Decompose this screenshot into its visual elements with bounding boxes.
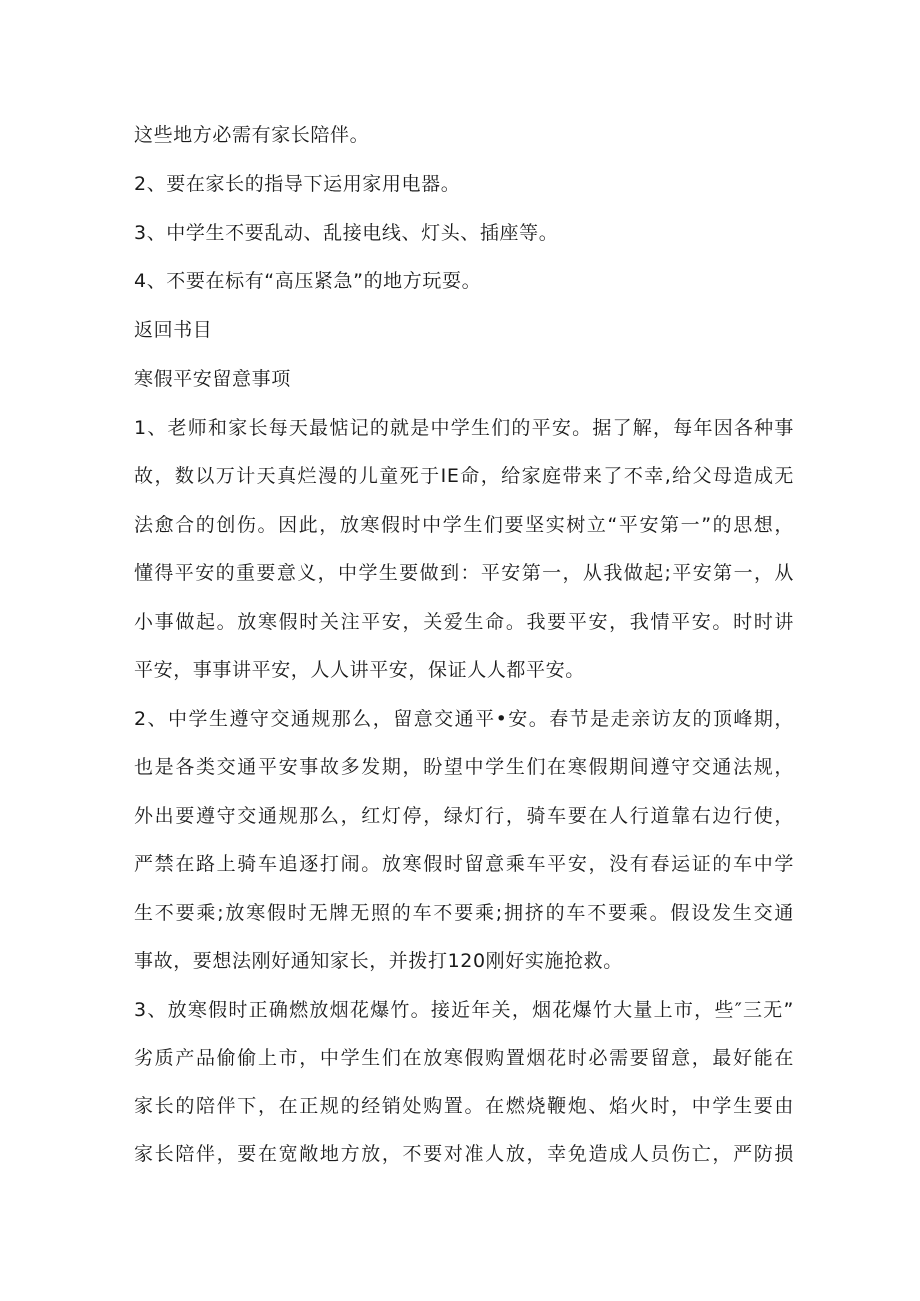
text-line: 2、要在家长的指导下运用家用电器。 [134, 173, 461, 195]
text-line: 严禁在路上骑车追逐打闹。放寒假时留意乘车平安，没有春运证的车中学 [134, 853, 794, 875]
text-line: 家长的陪伴下，在正规的经销处购置。在燃烧鞭炮、焰火时，中学生要由 [134, 1095, 794, 1117]
text-line: 也是各类交通平安事故多发期，盼望中学生们在寒假期间遵守交通法规， [134, 756, 794, 778]
text-line: 平安，事事讲平安，人人讲平安，保证人人都平安。 [134, 659, 585, 681]
text-line: 劣质产品偷偷上市，中学生们在放寒假购置烟花时必需要留意，最好能在 [134, 1047, 794, 1069]
back-to-contents-link[interactable]: 返回书目 [134, 319, 213, 341]
text-line: 小事做起。放寒假时关注平安，关爱生命。我要平安，我情平安。时时讲 [134, 611, 794, 633]
text-line: 法愈合的创伤。因此，放寒假时中学生们要坚实树立“平安第一”的思想， [134, 514, 794, 536]
section-heading: 寒假平安留意事项 [134, 368, 291, 390]
text-line: 家长陪伴，要在宽敞地方放，不要对准人放，幸免造成人员伤亡，严防损 [134, 1143, 794, 1165]
text-line: 故，数以万计天真烂漫的儿童死于IE命，给家庭带来了不幸,给父母造成无 [134, 465, 794, 487]
text-line: 生不要乘;放寒假时无牌无照的车不要乘;拥挤的车不要乘。假设发生交通 [134, 902, 794, 924]
text-line: 1、老师和家长每天最惦记的就是中学生们的平安。据了解，每年因各种事 [134, 417, 794, 439]
text-line: 这些地方必需有家长陪伴。 [134, 124, 370, 146]
text-line: 外出要遵守交通规那么，红灯停，绿灯行，骑车要在人行道靠右边行使， [134, 805, 794, 827]
text-line: 懂得平安的重要意义，中学生要做到：平安第一，从我做起;平安第一，从 [134, 562, 794, 584]
text-line: 3、中学生不要乱动、乱接电线、灯头、插座等。 [134, 222, 559, 244]
text-line: 2、中学生遵守交通规那么，留意交通平•安。春节是走亲访友的顶峰期， [134, 708, 794, 730]
text-line: 4、不要在标有“高压紧急”的地方玩耍。 [134, 270, 482, 292]
text-line: 3、放寒假时正确燃放烟花爆竹。接近年关，烟花爆竹大量上市，些″三无” [134, 999, 794, 1021]
text-line: 事故，要想法刚好通知家长，并拨打120刚好实施抢救。 [134, 950, 623, 972]
